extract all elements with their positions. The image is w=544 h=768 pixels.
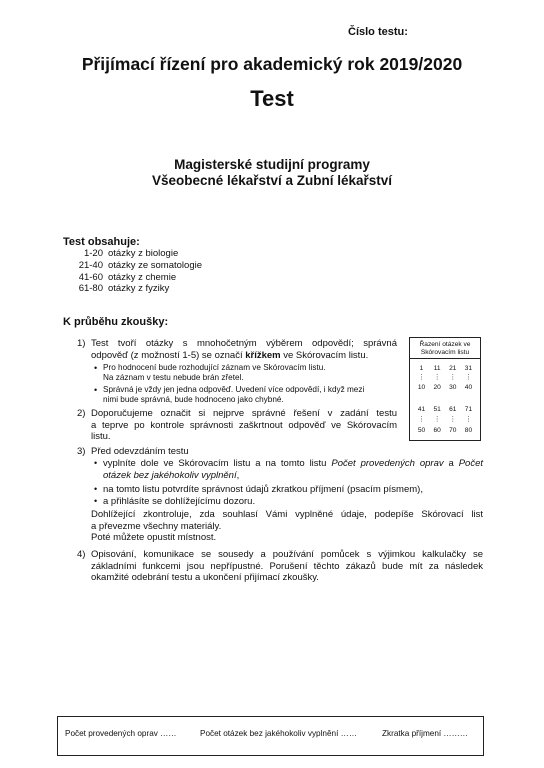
table-cell: 11 [433,365,441,372]
instruction-1-line-2 [91,350,397,362]
subject-text: otázky ze somatologie [108,259,202,271]
contents-list [63,248,202,295]
instruction-3-bullet-2: na tomto listu potvrdíte správnost údajů zkratkou příjmení (psacím písmem), [103,484,423,495]
study-programs [0,157,544,189]
text-segment: odpověď (z možností 1-5) se označí [91,349,246,361]
test-heading: Test [250,86,294,111]
table-cell: 40 [464,384,473,391]
table-cell: 41 [417,406,426,413]
table-cell: 80 [464,427,473,434]
list-item [63,248,202,260]
bullet-icon: • [94,484,98,494]
after-line-3: Poté můžete opustit místnost. [91,532,217,544]
table-row [414,384,476,391]
unanswered-count-field[interactable]: Počet otázek bez jakéhokoliv vyplnění …… [200,729,358,738]
bullet-icon: • [94,363,98,373]
note-1 [103,363,398,384]
table-row [414,406,476,413]
text-segment: a [443,458,459,469]
table-cell: 10 [417,384,426,391]
table-cell: 31 [464,365,473,372]
subject-text: otázky z fyziky [108,283,170,295]
table-row [414,373,476,381]
instruction-4-line-3: okamžité odebrání testu a ukončení přijímací zkoušky. [91,572,319,584]
instruction-2-line-3: listu. [91,431,111,443]
subject-text: otázky z chemie [108,271,177,283]
surname-abbreviation-field[interactable]: Zkratka příjmení ……… [382,729,468,738]
italic-text: Počet provedených oprav [331,458,444,469]
note-2-line-2: nimi bude správná, bude hodnoceno jako chybné. [103,395,284,405]
table-cell: 21 [449,365,457,372]
table-cell: 70 [449,427,457,434]
table-cell: ⋮ [449,416,457,423]
item-number: 3) [77,446,86,457]
table-cell: ⋮ [449,374,457,381]
text-segment: vyplníte dole ve Skórovacím listu a na tomto listu [103,458,332,469]
table-cell: 20 [433,384,441,391]
table-cell: 61 [449,406,457,413]
instruction-3-bullet-3: a přihlásíte se dohlížejícímu dozoru. [103,496,256,507]
order-table-title [410,341,480,357]
note-1-line-1: Pro hodnocení bude rozhodující záznam ve Skórovacím listu. [103,363,326,372]
item-number: 4) [77,549,86,560]
list-item [63,260,202,272]
table-cell: ⋮ [433,374,441,381]
question-range: 1-20 [83,248,103,259]
item-number: 2) [77,408,86,419]
instruction-3-bullet-1 [103,458,483,481]
table-cell: 71 [464,406,473,413]
order-table-title-line-2: Skórovacím listu [420,349,470,356]
table-row [414,427,476,434]
table-cell: 1 [419,365,424,372]
instruction-2 [91,408,397,443]
list-item [63,272,202,284]
after-line-1: Dohlížející zkontroluje, zda souhlasí Vámi vyplněné údaje, podepíše Skórovací list [91,509,483,520]
program-line-2: Všeobecné lékařství a Zubní lékařství [151,173,393,188]
instruction-2-line-2: a teprve po kontrole správnosti zaškrtnout odpověď ve Skórovacím [91,419,397,431]
divider [410,358,480,359]
italic-text: Počet [458,458,484,469]
table-cell: ⋮ [465,374,472,381]
note-2 [103,385,398,406]
question-range: 21-40 [78,259,103,271]
program-line-1: Magisterské studijní programy [174,157,370,172]
list-item [63,283,202,295]
after-line-2: a převezme všechny materiály. [91,520,222,532]
table-row [414,415,476,423]
note-2-line-1: Správná je vždy jen jedna odpověď. Uvedení více odpovědí, i když mezi [103,385,365,394]
instruction-1-line-1: Test tvoří otázky s mnohočetným výběrem odpovědí; správná [91,338,397,349]
table-cell: 51 [433,406,441,413]
emphasis-text: křížkem [245,349,281,361]
subject-text: otázky z biologie [108,248,179,259]
question-order-table [409,337,481,441]
instruction-3-after [91,509,483,544]
text-segment: , [236,469,240,481]
item-number: 1) [77,338,86,349]
instruction-2-line-1: Doporučujeme označit si nejprve správné řešení v zadání testu [91,408,397,419]
question-range: 61-80 [78,283,103,295]
bullet-icon: • [94,385,98,395]
table-cell: ⋮ [418,416,425,423]
test-number-label: Číslo testu: [348,26,408,38]
progress-heading: K průběhu zkoušky: [63,316,169,328]
instruction-1 [91,338,397,361]
italic-text: otázek bez jakéhokoliv vyplnění [103,469,237,481]
table-cell: 30 [449,384,457,391]
order-table-title-line-1: Řazení otázek ve [419,341,471,348]
note-1-line-2: Na záznam v testu nebude brán zřetel. [103,373,244,383]
instruction-4 [91,549,483,584]
corrections-count-field[interactable]: Počet provedených oprav …… [65,729,177,738]
instruction-4-line-1: Opisování, komunikace se sousedy a používání pomůcek s výjimkou kalkulačky se [91,549,483,560]
bullet-icon: • [94,496,98,506]
bullet-icon: • [94,458,98,468]
bullet-1-line-2 [103,470,483,482]
contents-heading: Test obsahuje: [63,236,140,248]
table-cell: ⋮ [465,416,472,423]
table-row [414,365,476,372]
exam-title: Přijímací řízení pro akademický rok 2019/2020 [81,54,463,74]
table-cell: ⋮ [433,416,441,423]
table-cell: 60 [433,427,441,434]
bullet-1-line-1 [103,458,483,470]
instruction-3-heading: Před odevzdáním testu [91,446,189,457]
instruction-4-line-2: základními funkcemi jsou nepřípustné. Porušení těchto zákazů bude mít za následek [91,560,483,572]
question-range: 41-60 [78,271,103,283]
table-cell: ⋮ [418,374,425,381]
text-segment: ve Skórovacím listu. [280,349,369,361]
table-cell: 50 [417,427,426,434]
